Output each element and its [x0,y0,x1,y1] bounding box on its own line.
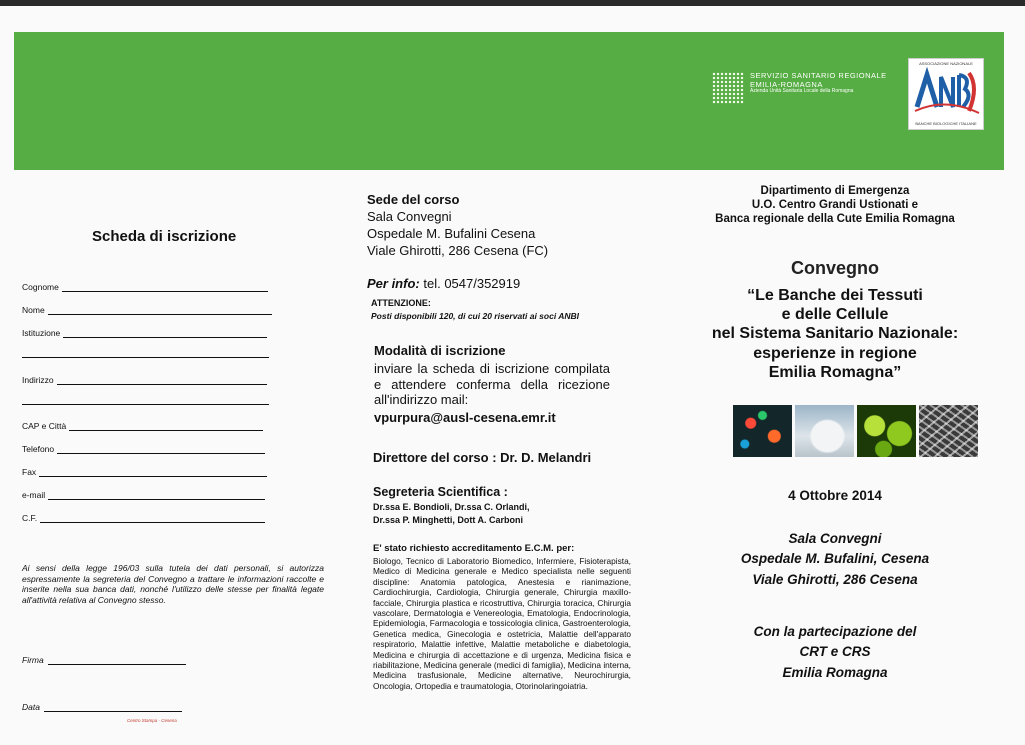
address-field [22,375,267,385]
conference-title-line-5: Emilia Romagna” [768,363,902,381]
tax-code-label: C.F. [22,513,38,523]
registration-form-title: Scheda di iscrizione [92,228,237,245]
phone-line [57,445,265,454]
ecm-heading: E' stato richiesto accreditamento E.C.M. per: [373,543,575,554]
scan-top-edge [0,0,1025,6]
print-stamp: Centro Stampa · Cesena [127,718,177,723]
anbi-logo-mark-icon [913,67,981,121]
registration-method-heading: Modalità di iscrizione [374,343,506,358]
participation-line-2: CRT e CRS [799,644,871,660]
lab-glove-photo [795,405,854,457]
conference-title-line-2: e delle Cellule [781,306,889,324]
name-label: Nome [22,305,45,315]
venue-line-1: Sala Convegni [367,209,452,224]
surname-field [22,282,268,292]
institution-field [22,328,267,338]
department-block [670,184,1000,226]
department-line-3: Banca regionale della Cute Emilia Romagna [715,213,955,226]
cell-culture-photo [733,405,792,457]
venue-heading: Sede del corso [367,192,460,207]
ssr-logo-line1: SERVIZIO SANITARIO REGIONALE [750,71,887,80]
date-line [44,703,182,712]
participation-line-1: Con la partecipazione del [753,624,917,639]
info-line [367,276,520,291]
address-extra-line [22,404,269,405]
participation-block [670,622,1000,683]
ssr-logo [712,72,887,104]
green-cells-photo [857,405,916,457]
email-line [48,491,265,500]
conference-title-line-4: esperienze in regione [753,344,917,362]
anbi-logo [908,58,984,130]
tax-code-line [40,514,265,523]
attention-text: Posti disponibili 120, di cui 20 riservati ai soci ANBI [371,311,580,321]
email-field [22,490,265,500]
contact-email: vpurpura@ausl-cesena.emr.it [374,410,556,425]
signature-line [48,656,186,665]
convegno-heading: Convegno [791,258,879,278]
department-line-2: U.O. Centro Grandi Ustionati e [751,199,919,212]
tax-code-field [22,513,265,523]
info-phone: tel. 0547/352919 [423,276,521,291]
address-line [57,376,267,385]
event-venue [670,529,1000,590]
anbi-logo-top-text: ASSOCIAZIONE NAZIONALE [919,61,973,66]
scientific-secretariat-line-2: Dr.ssa P. Minghetti, Dott A. Carboni [373,515,524,525]
conference-title [670,286,1000,382]
phone-label: Telefono [22,444,55,454]
scientific-secretariat-line-1: Dr.ssa E. Bondioli, Dr.ssa C. Orlandi, [373,502,530,512]
signature-field [22,655,186,665]
cap-city-field [22,421,263,431]
ecm-disciplines-text: Biologo, Tecnico di Laboratorio Biomedico, Infermiere, Fisioterapista, Medico di Medicina generale e Medico specialista nelle seguenti discipline: Anatomia patologica, Anestesia e rianimazione, Cardiochirurgia, Cardiologia, Chirurgia generale, Chirurgia maxillo-facciale, Chirurgia plastica e ricostruttiva, Chirurgia toracica, Chirurgia vascolare, Dermatologia e Venereologia, Ematologia, Endocrinologia, Epidemiologia, Farmacologia e tossicologia clinica, Gastroenterologia, Genetica medica, Ginecologia e ostetricia, Malattie dell'apparato respiratorio, Malattie infettive, Malattie metaboliche e diabetologia, Medicina e chirurgia di accettazione e di urgenza, Medicina fisica e riabilitazione, Medicina generale (medici di famiglia), Medicina interna, Medicina trasfusionale, Medicine alternative, Neurochirurgia, Oncologia, Ortopedia e traumatologia, Otorinolaringoiatria. [373,556,631,691]
course-director: Direttore del corso : Dr. D. Melandri [373,450,592,465]
cap-city-label: CAP e Città [22,421,67,431]
fax-label: Fax [22,467,37,477]
event-date: 4 Ottobre 2014 [788,488,882,503]
surname-label: Cognome [22,282,59,292]
date-field [22,702,182,712]
conference-title-line-3: nel Sistema Sanitario Nazionale: [711,325,959,343]
privacy-notice: Ai sensi della legge 196/03 sulla tutela dei dati personali, si autorizza espressamente la segreteria del Convegno a trattare le informazioni raccolte e inserite nella sua banca dati, nonché l'utilizzo delle stesse per finalità legate all'attività relativa al Convegno stesso. [22,563,324,605]
name-line [48,306,272,315]
venue-line-3: Viale Ghirotti, 286 Cesena (FC) [367,243,549,258]
fax-field [22,467,267,477]
photo-strip [733,405,978,457]
cap-city-line [69,422,263,431]
email-label: e-mail [22,490,46,500]
address-label: Indirizzo [22,375,54,385]
venue-line-2: Ospedale M. Bufalini Cesena [367,226,536,241]
info-label: Per info: [367,276,420,291]
anbi-logo-bottom-text: BANCHE BIOLOGICHE ITALIANE [915,121,977,126]
institution-label: Istituzione [22,328,61,338]
department-line-1: Dipartimento di Emergenza [760,185,910,197]
date-label: Data [22,702,40,712]
surname-line [62,283,268,292]
name-field [22,305,272,315]
dot-grid-logo-icon [712,72,744,104]
phone-field [22,444,265,454]
registration-method-text: inviare la scheda di iscrizione compilata e attendere conferma della ricezione all'indirizzo mail: [374,361,610,408]
institution-line [63,329,267,338]
participation-line-3: Emilia Romagna [782,664,888,680]
conference-title-line-1: “Le Banche dei Tessuti [747,287,923,304]
attention-heading: ATTENZIONE: [371,298,431,308]
event-venue-line-1: Sala Convegni [788,531,882,546]
scientific-secretariat-heading: Segreteria Scientifica : [373,485,508,499]
event-venue-line-3: Viale Ghirotti, 286 Cesena [752,571,918,587]
event-venue-line-2: Ospedale M. Bufalini, Cesena [740,551,930,567]
ssr-logo-line3: Azienda Unità Sanitaria Locale della Romagna [750,88,854,95]
signature-label: Firma [22,655,44,665]
institution-extra-line [22,357,269,358]
fax-line [39,468,267,477]
ssr-logo-line2: EMILIA-ROMAGNA [750,79,823,89]
fiber-micrograph-photo [919,405,978,457]
